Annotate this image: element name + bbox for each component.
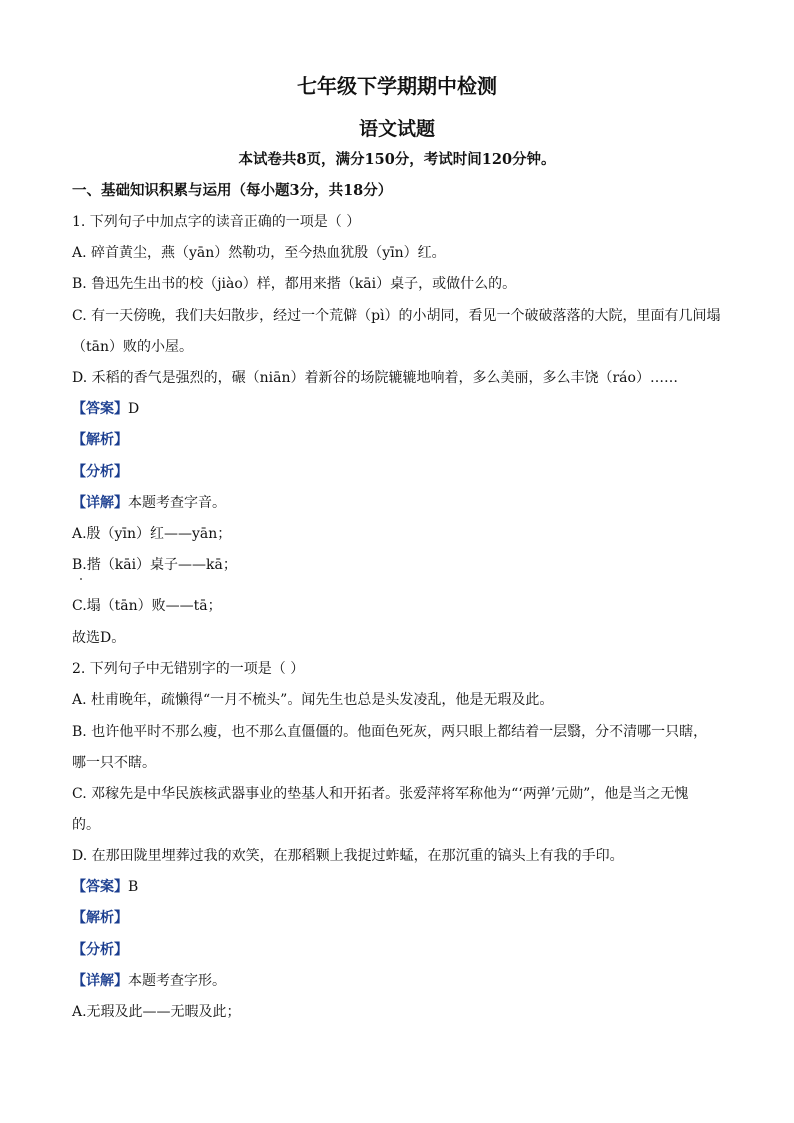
detail-tag: 【详解】 (72, 973, 128, 989)
fenxi-line (72, 941, 732, 959)
section-heading: 一、基础知识积累与运用（每小题3分，共18分） (72, 182, 393, 199)
answer-tag: 【答案】 (72, 879, 128, 895)
stray-dot (80, 578, 82, 580)
answer-line (72, 400, 732, 418)
explanation-b: B.揩（kāi）桌子——kā； (72, 557, 237, 573)
question-2-option-b-cont: 哪一只不瞎。 (72, 755, 156, 771)
question-1-option-d: D. 禾稻的香气是强烈的，碾（niān）着新谷的场院辘辘地响着，多么美丽，多么丰饶（ráo）…… (72, 370, 678, 386)
answer-value: B (128, 879, 139, 895)
fenxi-tag: 【分析】 (72, 464, 128, 480)
detail-line (72, 972, 732, 990)
explanation-a: A.无瑕及此——无暇及此； (72, 1004, 241, 1020)
detail-text: 本题考查字音。 (128, 495, 226, 511)
detail-text: 本题考查字形。 (128, 973, 226, 989)
analysis-line (72, 909, 732, 927)
question-1-option-b: B. 鲁迅先生出书的校（jiào）样，都用来揩（kāi）桌子，或做什么的。 (72, 276, 517, 292)
answer-value: D (128, 401, 140, 417)
question-2-option-a: A. 杜甫晚年，疏懒得“一月不梳头”。闻先生也总是头发凌乱，他是无瑕及此。 (72, 692, 554, 708)
detail-line (72, 494, 732, 512)
question-2-option-c: C. 邓稼先是中华民族核武器事业的垫基人和开拓者。张爱萍将军称他为“‘两弹’元勋”，他是当之无愧 (72, 786, 689, 802)
question-2-option-d: D. 在那田陇里埋葬过我的欢笑，在那稻颗上我捉过蚱蜢，在那沉重的镐头上有我的手印。 (72, 848, 624, 864)
question-1-option-c: C. 有一天傍晚，我们夫妇散步，经过一个荒僻（pì）的小胡同，看见一个破破落落的大院，里面有几间塌 (72, 308, 721, 324)
page-subtitle: 语文试题 (358, 118, 435, 140)
fenxi-line (72, 463, 732, 481)
explanation-c: C.塌（tān）败——tā； (72, 598, 222, 614)
exam-info: 本试卷共8页，满分150分，考试时间120分钟。 (238, 151, 556, 168)
question-1-stem: 1. 下列句子中加点字的读音正确的一项是（ ） (72, 214, 361, 230)
question-1-option-a: A. 碎首黄尘，燕（yān）然勒功，至今热血犹殷（yīn）红。 (72, 245, 446, 261)
explanation-a: A.殷（yīn）红——yān； (72, 526, 232, 542)
question-2-option-c-cont: 的。 (72, 817, 100, 833)
detail-tag: 【详解】 (72, 495, 128, 511)
page-title: 七年级下学期期中检测 (297, 74, 497, 98)
analysis-tag: 【解析】 (72, 432, 128, 448)
analysis-line (72, 431, 732, 449)
question-2-option-b: B. 也许他平时不那么瘦，也不那么直僵僵的。他面色死灰，两只眼上都结着一层翳，分不清哪一只瞎， (72, 724, 708, 740)
answer-line (72, 878, 732, 896)
fenxi-tag: 【分析】 (72, 942, 128, 958)
answer-tag: 【答案】 (72, 401, 128, 417)
question-2-stem: 2. 下列句子中无错别字的一项是（ ） (72, 661, 305, 677)
conclusion: 故选D。 (72, 630, 126, 646)
analysis-tag: 【解析】 (72, 910, 128, 926)
question-1-option-c-cont: （tān）败的小屋。 (72, 339, 193, 355)
